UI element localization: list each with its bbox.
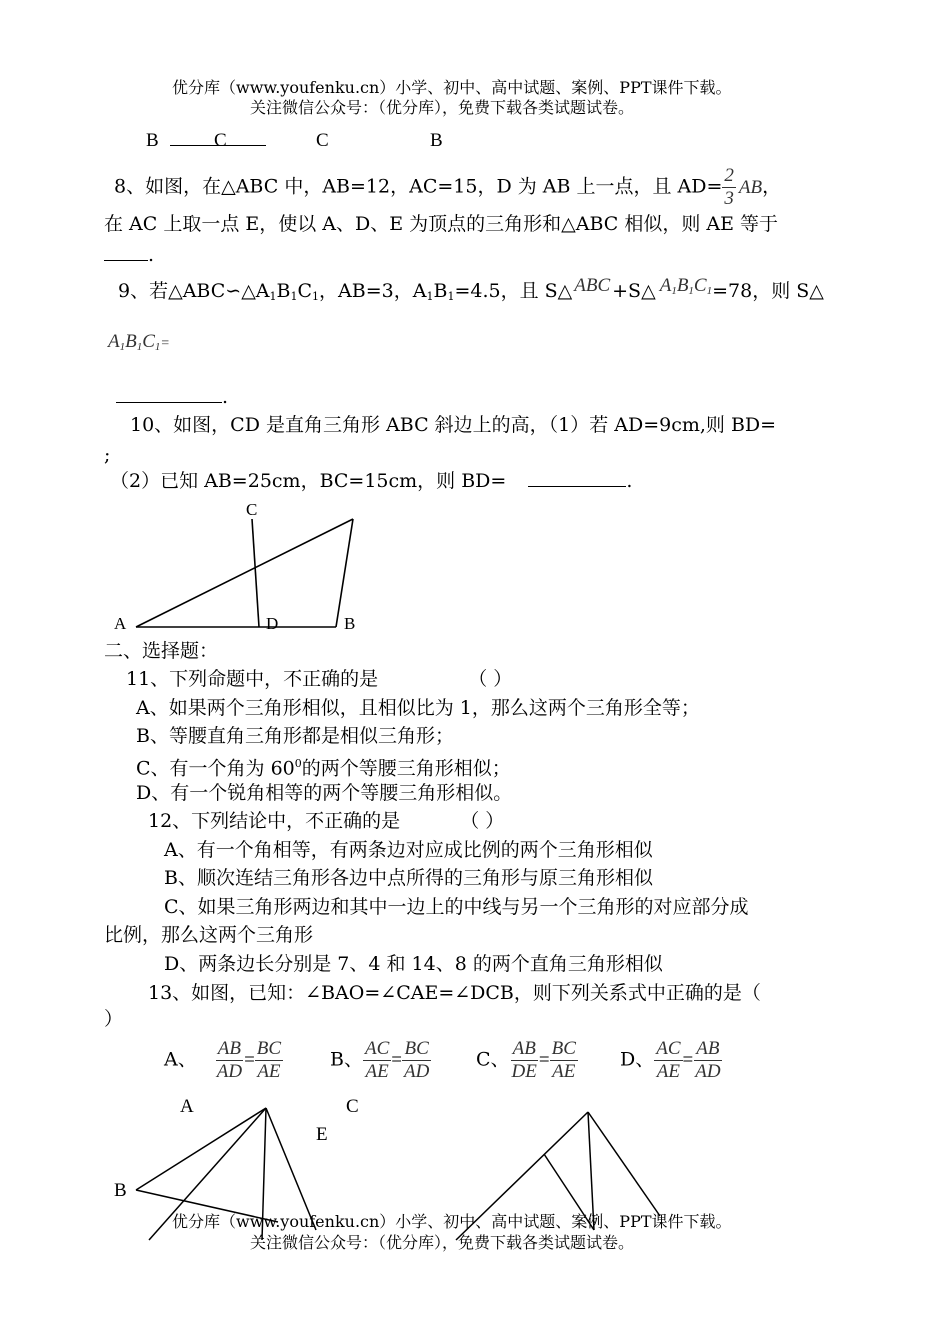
q9-line-1: 9、若$\triangle ABC∽\triangle A_1B_1C_1$，AB=3，$A_1B_1=4.5$，且 S△ ABC +S△ $A_1B_1C_1=78$，则 S△ <box>118 275 824 303</box>
q13-stem-2: ） <box>104 1008 124 1030</box>
q11-option-b: B、等腰直角三角形都是相似三角形； <box>136 725 454 747</box>
q8-fraction: $\frac{2}{3}$ <box>724 165 734 209</box>
q13-option-c: C、 $\frac{AB}{DE}$ = $\frac{BC}{AE}$ <box>476 1038 576 1082</box>
q8-text: 8、如图，在△ABC 中，AB=12，AC=15，D 为 AB 上一点，且 AD= <box>114 175 723 198</box>
q7-label-b2: B <box>430 130 443 151</box>
q12-option-b: B、顺次连结三角形各边中点所得的三角形与原三角形相似 <box>164 867 653 889</box>
label-b: B <box>344 614 356 633</box>
footer-line-1: 优分库（www.youfenku.cn）小学、初中、高中试题、案例、PPT课件下载。 <box>172 1212 732 1231</box>
label-a: A <box>114 614 127 633</box>
label-e: E <box>316 1124 328 1145</box>
q13-option-d: D、 $\frac{AC}{AE}$ = $\frac{AB}{AD}$ <box>620 1038 721 1082</box>
q13-option-b: B、 $\frac{AC}{AE}$ = $\frac{BC}{AD}$ <box>330 1038 430 1082</box>
label-a: A <box>180 1096 194 1117</box>
label-c: C <box>246 500 258 519</box>
side-ac <box>136 519 353 627</box>
q10-line-2: ; <box>104 444 111 466</box>
q12-option-d: D、两条边长分别是 7、4 和 14、8 的两个直角三角形相似 <box>164 953 663 975</box>
q9-answer-blank[interactable] <box>116 384 222 403</box>
q11-option-d: D、有一个锐角相等的两个等腰三角形相似。 <box>136 782 513 804</box>
q10-line-3: （2）已知 AB=25cm，BC=15cm，则 BD= . <box>110 470 633 492</box>
q10-line-1: 10、如图，CD 是直角三角形 ABC 斜边上的高，（1）若 AD=9cm,则 BD= <box>130 414 777 436</box>
q8-line-1: 8、如图，在△ABC 中，AB=12，AC=15，D 为 AB 上一点，且 AD= $\frac{2}{3}$ AB， <box>114 165 782 209</box>
q9-line-2: $A_1B_1C_1=$ <box>108 331 170 353</box>
q11-option-a: A、如果两个三角形相似，且相似比为 1，那么这两个三角形全等； <box>136 697 700 719</box>
label-b: B <box>114 1180 127 1201</box>
q9-abc: ABC <box>574 275 611 296</box>
q12-stem: 12、下列结论中，不正确的是 （ ） <box>148 810 505 832</box>
q12-option-c-line1: C、如果三角形两边和其中一边上的中线与另一个三角形的对应部分成 <box>164 896 749 918</box>
q11-stem: 11、下列命题中，不正确的是 （ ） <box>126 668 513 690</box>
label-d: D <box>266 614 279 633</box>
q8-line-3: . <box>104 242 154 268</box>
q13-stem: 13、如图，已知：∠BAO=∠CAE=∠DCB，则下列关系式中正确的是（ <box>148 982 761 1004</box>
q10-answer-blank[interactable] <box>528 468 626 487</box>
label-c: C <box>346 1096 359 1117</box>
q12-answer-paren: （ ） <box>460 810 505 832</box>
q8-answer-blank[interactable] <box>104 242 148 261</box>
q13-option-a: A、 $\frac{AB}{AD}$ = $\frac{BC}{AE}$ <box>164 1038 282 1082</box>
section-2-title: 二、选择题： <box>104 640 219 662</box>
q12-option-a: A、有一个角相等，有两条边对应成比例的两个三角形相似 <box>164 839 653 861</box>
q11-option-c: C、有一个角为 $60^0$的两个等腰三角形相似； <box>136 757 511 780</box>
q10-triangle-figure <box>100 495 370 640</box>
q8-frac-suffix: AB <box>738 176 763 198</box>
q11-answer-paren: （ ） <box>468 668 513 690</box>
q7-label-c2: C <box>316 130 329 151</box>
header-line-2: 关注微信公众号：（优分库），免费下载各类试题试卷。 <box>250 98 635 117</box>
q12-option-c-line2: 比例，那么这两个三角形 <box>104 924 314 946</box>
header-line-1: 优分库（www.youfenku.cn）小学、初中、高中试题、案例、PPT课件下载。 <box>172 78 732 97</box>
q9-line-3: . <box>116 384 228 410</box>
footer-line-2: 关注微信公众号：（优分库），免费下载各类试题试卷。 <box>250 1233 635 1252</box>
q7-label-c1: C <box>214 130 227 151</box>
q8-line-2: 在 AC 上取一点 E，使以 A、D、E 为顶点的三角形和△ABC 相似，则 AE 等于 <box>104 213 779 235</box>
side-cb <box>336 519 353 627</box>
q7-label-b1: B <box>146 130 159 151</box>
altitude-cd <box>252 519 259 627</box>
